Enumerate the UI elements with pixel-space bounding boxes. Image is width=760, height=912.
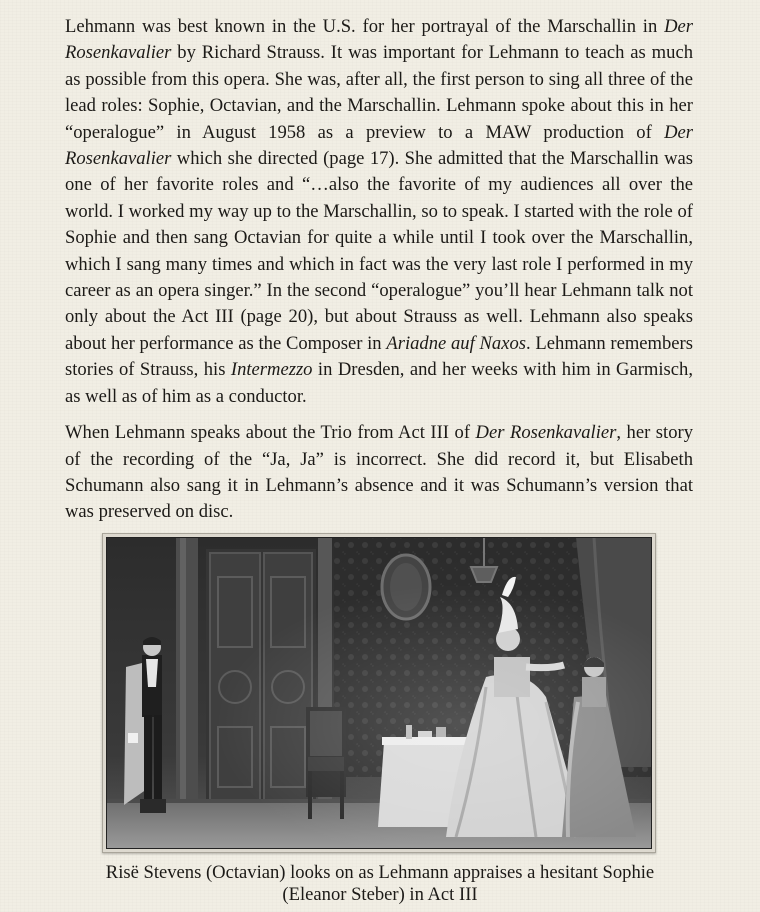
opera-title-der-rosenkavalier: Der Rosenkavalier [65, 121, 693, 170]
paragraph-1 [65, 14, 693, 410]
paragraph-2 [65, 420, 693, 526]
caption-line-1: Risë Stevens (Octavian) looks on as Lehmann appraises a hesitant Sophie [105, 862, 655, 883]
stage-scene-photo [106, 537, 652, 849]
paragraph-1-text-2: by Richard Strauss. It was important for Lehmann to teach as much as possible from this opera. She was, after all, the first person to sing all three of the lead roles: Sophie, Octavian, and the Marschallin. Lehmann spoke about this in her “operalogue” in August 1958 as a preview to a MAW production of [65, 42, 693, 143]
paragraph-1-text-1: Lehmann was best known in the U.S. for her portrayal of the Marschallin in [65, 16, 665, 37]
photo-caption [70, 862, 690, 906]
paragraph-2-text-1: When Lehmann speaks about the Trio from Act III of [65, 422, 476, 444]
opera-title-der-rosenkavalier: Der Rosenkavalier [65, 16, 693, 64]
paragraph-1-text-3: which she directed (page 17). She admitted that the Marschallin was one of her favorite roles and “…also the favorite of my audiences all over the world. I worked my way up to the Marschallin, so to speak. I started with the role of Sophie and then sang Octavian for quite a while until I took over the Marschallin, which I sang many times and which in fact was the very last role I performed in my career as an opera singer.” In the second “operalogue” you’ll hear Lehmann talk not only about the Act III (page 20), but about Strauss as well. Lehmann also speaks about her performance as the Composer in [65, 148, 693, 354]
paragraph-1-text-5: in Dresden, and her weeks with him in Garmisch, as well as of him as a conductor. [65, 359, 693, 407]
production-photo [102, 533, 656, 853]
paragraph-1-text-4: . Lehmann remembers stories of Strauss, his [65, 332, 693, 381]
paragraph-2-text-2: , her story of the recording of the “Ja, Ja” is incorrect. She did record it, but Elisabeth Schumann also sang it in Lehmann’s absence and it was Schumann’s version that was preserved on disc. [65, 422, 693, 523]
caption-line-2: (Eleanor Steber) in Act III [282, 884, 478, 905]
opera-title-der-rosenkavalier: Der Rosenkavalier [475, 422, 617, 444]
article-body [65, 14, 693, 526]
opera-title-ariadne-auf-naxos: Ariadne auf Naxos [386, 332, 527, 354]
opera-title-intermezzo: Intermezzo [230, 359, 313, 381]
